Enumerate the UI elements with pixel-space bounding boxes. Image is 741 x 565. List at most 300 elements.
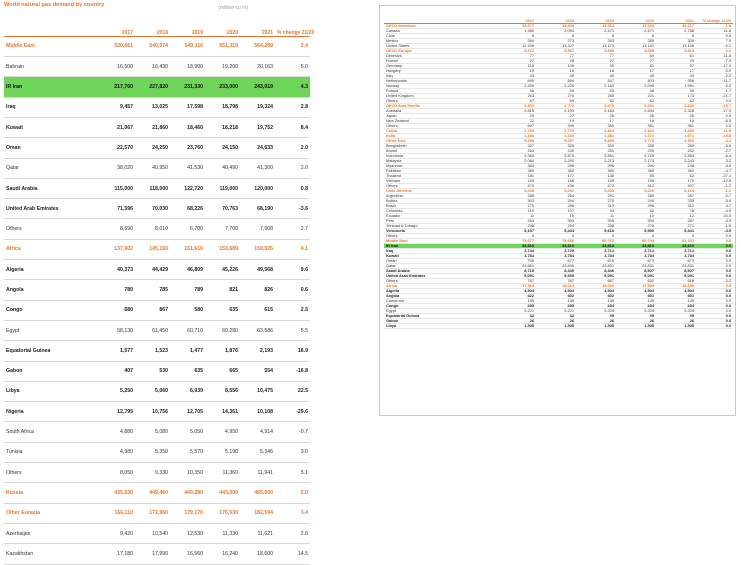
value-cell: 9,420 bbox=[100, 523, 135, 543]
value-cell: 785 bbox=[135, 280, 170, 300]
country-name: Kazakhstan bbox=[4, 544, 100, 564]
value-cell: 4.7 bbox=[696, 204, 733, 209]
value-cell: -6.4 bbox=[696, 154, 733, 159]
value-cell: 17,180 bbox=[100, 544, 135, 564]
country-name: Myanmar bbox=[384, 164, 496, 169]
value-cell: -4.6 bbox=[696, 164, 733, 169]
value-cell: 465,000 bbox=[240, 483, 275, 503]
value-cell: 0.0 bbox=[696, 249, 733, 254]
value-cell: 24,633 bbox=[240, 138, 275, 158]
value-cell: 22,570 bbox=[100, 138, 135, 158]
value-cell: 42 bbox=[496, 314, 536, 319]
value-cell: 3,744 bbox=[496, 249, 536, 254]
value-cell: 0.0 bbox=[696, 314, 733, 319]
value-cell: 5,350 bbox=[135, 442, 170, 462]
value-cell: 0.0 bbox=[696, 259, 733, 264]
country-name: Libya bbox=[384, 324, 496, 329]
country-name: Venezuela bbox=[384, 229, 496, 234]
header-col-6: % change 21/20 bbox=[696, 9, 733, 24]
value-cell: 23,831 bbox=[656, 264, 696, 269]
table-row bbox=[4, 523, 310, 543]
table-row bbox=[4, 199, 310, 219]
value-cell: 0.6 bbox=[275, 280, 310, 300]
value-cell: 632 bbox=[616, 279, 656, 284]
country-name: Thailand bbox=[384, 174, 496, 179]
value-cell: 3,714 bbox=[616, 249, 656, 254]
value-cell: 767 bbox=[536, 279, 576, 284]
table-row bbox=[4, 442, 310, 462]
value-cell: 135 bbox=[536, 299, 576, 304]
value-cell: 6 bbox=[616, 34, 656, 39]
value-cell: 62 bbox=[616, 99, 656, 104]
value-cell: 2,815 bbox=[496, 109, 536, 114]
value-cell: 17 bbox=[656, 69, 696, 74]
value-cell: 10,475 bbox=[240, 381, 275, 401]
value-cell: 9,457 bbox=[100, 97, 135, 117]
value-cell: 1,505 bbox=[536, 324, 576, 329]
value-cell: 422 bbox=[496, 294, 536, 299]
value-cell: 2,875 bbox=[536, 154, 576, 159]
value-cell: 7,700 bbox=[205, 219, 240, 239]
country-name: Qatar bbox=[384, 264, 496, 269]
value-cell: 0.0 bbox=[696, 244, 733, 249]
country-name: United Arab Emirates bbox=[4, 199, 100, 219]
value-cell: 1,381 bbox=[576, 134, 616, 139]
value-cell: 271 bbox=[656, 224, 696, 229]
value-cell: 4,504 bbox=[496, 289, 536, 294]
value-cell: 5,226 bbox=[616, 189, 656, 194]
value-cell: 22 bbox=[496, 119, 536, 124]
value-cell: 70,763 bbox=[205, 199, 240, 219]
value-cell: 301 bbox=[656, 294, 696, 299]
reserves-table bbox=[384, 9, 733, 329]
value-cell: 235 bbox=[656, 199, 696, 204]
table-row bbox=[4, 381, 310, 401]
value-cell: 4 bbox=[536, 234, 576, 239]
header-col-3: 2019 bbox=[170, 16, 205, 36]
value-cell: 46,809 bbox=[170, 260, 205, 280]
value-cell: 153,689 bbox=[205, 239, 240, 259]
value-cell: 0.0 bbox=[696, 264, 733, 269]
value-cell: 68,190 bbox=[240, 199, 275, 219]
value-cell: 363 bbox=[496, 164, 536, 169]
country-name: IR Iran bbox=[384, 244, 496, 249]
country-name: India bbox=[384, 134, 496, 139]
value-cell: 284 bbox=[616, 304, 656, 309]
value-cell: 62 bbox=[656, 174, 696, 179]
value-cell: -5.6 bbox=[696, 199, 733, 204]
value-cell: 60,710 bbox=[170, 320, 205, 340]
value-cell: 3.0 bbox=[275, 442, 310, 462]
value-cell: 2.6 bbox=[275, 523, 310, 543]
value-cell: 2,772 bbox=[536, 104, 576, 109]
value-cell: 18,066 bbox=[576, 284, 616, 289]
value-cell: 3.4 bbox=[275, 503, 310, 523]
value-cell: -17.3 bbox=[696, 64, 733, 69]
value-cell: 1,784 bbox=[536, 254, 576, 259]
value-cell: 27 bbox=[536, 114, 576, 119]
value-cell: 312 bbox=[656, 204, 696, 209]
value-cell: 1,340 bbox=[536, 134, 576, 139]
value-cell: 313 bbox=[576, 204, 616, 209]
value-cell: -4.3 bbox=[696, 219, 733, 224]
value-cell: 38,020 bbox=[100, 158, 135, 178]
value-cell: -21.7 bbox=[696, 94, 733, 99]
value-cell: 61,450 bbox=[135, 320, 170, 340]
country-name: New Zealand bbox=[384, 119, 496, 124]
value-cell: 5,297 bbox=[536, 139, 576, 144]
value-cell: 5,616 bbox=[576, 229, 616, 234]
value-cell: 0.0 bbox=[696, 299, 733, 304]
value-cell: 15,913 bbox=[576, 24, 616, 29]
value-cell: 284 bbox=[496, 39, 536, 44]
value-cell: -15.8 bbox=[696, 134, 733, 139]
value-cell: 115 bbox=[496, 64, 536, 69]
value-cell: 436 bbox=[536, 184, 576, 189]
value-cell: 249 bbox=[536, 149, 576, 154]
value-cell: 673 bbox=[616, 259, 656, 264]
value-cell: 177 bbox=[536, 174, 576, 179]
value-cell: 263 bbox=[496, 94, 536, 99]
table-row bbox=[4, 402, 310, 422]
value-cell: 106 bbox=[536, 64, 576, 69]
value-cell: 0.0 bbox=[696, 69, 733, 74]
value-cell: 5.5 bbox=[275, 320, 310, 340]
value-cell: 217,760 bbox=[100, 77, 135, 97]
value-cell: 5.0 bbox=[275, 483, 310, 503]
value-cell: 2,471 bbox=[576, 29, 616, 34]
value-cell: 6 bbox=[576, 34, 616, 39]
value-cell: 107 bbox=[536, 209, 576, 214]
value-cell: -17.9 bbox=[696, 109, 733, 114]
country-name: Vietnam bbox=[384, 179, 496, 184]
value-cell: 256 bbox=[536, 164, 576, 169]
value-cell: 0.0 bbox=[696, 274, 733, 279]
country-name: Algeria bbox=[384, 289, 496, 294]
value-cell: 697 bbox=[496, 124, 536, 129]
header-col-1: 2017 bbox=[496, 9, 536, 24]
header-col-5: 2021 bbox=[240, 16, 275, 36]
value-cell: 1,577 bbox=[100, 341, 135, 361]
value-cell: 227,820 bbox=[135, 77, 170, 97]
value-cell: 2,836 bbox=[656, 104, 696, 109]
value-cell: 285 bbox=[616, 144, 656, 149]
value-cell: 867 bbox=[135, 300, 170, 320]
value-cell: 285 bbox=[496, 194, 536, 199]
value-cell: 287 bbox=[656, 194, 696, 199]
country-name: Middle East bbox=[4, 36, 100, 56]
value-cell: 380 bbox=[496, 169, 536, 174]
value-cell: 1,876 bbox=[205, 341, 240, 361]
value-cell: 2.0 bbox=[275, 158, 310, 178]
value-cell: 5,689 bbox=[616, 49, 656, 54]
value-cell: 1,286 bbox=[496, 134, 536, 139]
country-name: Latin America bbox=[384, 189, 496, 194]
value-cell: 8,340 bbox=[536, 269, 576, 274]
value-cell: 249 bbox=[616, 199, 656, 204]
value-cell: 673 bbox=[656, 259, 696, 264]
value-cell: 680 bbox=[100, 300, 135, 320]
value-cell: 305 bbox=[656, 39, 696, 44]
value-cell: 390 bbox=[576, 169, 616, 174]
value-cell: 263 bbox=[496, 219, 536, 224]
value-cell: 18,900 bbox=[170, 57, 205, 77]
value-cell: 62 bbox=[576, 99, 616, 104]
country-name: Tunisia bbox=[4, 442, 100, 462]
value-cell: 68,226 bbox=[170, 199, 205, 219]
country-name: Kuwait bbox=[384, 254, 496, 259]
country-name: Russia bbox=[4, 483, 100, 503]
value-cell: 166,110 bbox=[100, 503, 135, 523]
value-cell: 29 bbox=[496, 114, 536, 119]
table-row bbox=[4, 77, 310, 97]
country-name: Egypt bbox=[4, 320, 100, 340]
value-cell: 4,880 bbox=[100, 422, 135, 442]
country-name: Egypt bbox=[384, 309, 496, 314]
country-name: Iraq bbox=[4, 97, 100, 117]
value-cell: 2,243 bbox=[656, 159, 696, 164]
value-cell: 4 bbox=[616, 234, 656, 239]
value-cell: 2,675 bbox=[576, 104, 616, 109]
value-cell: 2,193 bbox=[240, 341, 275, 361]
value-cell: 5,292 bbox=[536, 189, 576, 194]
value-cell: 2,758 bbox=[656, 29, 696, 34]
country-name: Angola bbox=[384, 294, 496, 299]
country-name: Others bbox=[4, 463, 100, 483]
value-cell: 28 bbox=[536, 59, 576, 64]
value-cell: 3.2 bbox=[696, 159, 733, 164]
value-cell: 412 bbox=[616, 184, 656, 189]
value-cell: 6 bbox=[496, 34, 536, 39]
value-cell: 4,504 bbox=[536, 289, 576, 294]
value-cell: 78 bbox=[656, 209, 696, 214]
value-cell: 19,324 bbox=[240, 97, 275, 117]
value-cell: 27 bbox=[616, 59, 656, 64]
value-cell: 301 bbox=[616, 294, 656, 299]
table-row bbox=[4, 138, 310, 158]
value-cell: 23,831 bbox=[616, 264, 656, 269]
country-name: Pakistan bbox=[384, 169, 496, 174]
table-row bbox=[4, 300, 310, 320]
value-cell: 18 bbox=[576, 69, 616, 74]
value-cell: 327 bbox=[496, 144, 536, 149]
value-cell: -2.2 bbox=[696, 279, 733, 284]
value-cell: 1,505 bbox=[656, 324, 696, 329]
country-name: Nigeria bbox=[4, 402, 100, 422]
value-cell: 547 bbox=[576, 79, 616, 84]
value-cell: 17 bbox=[616, 69, 656, 74]
value-cell: 24,250 bbox=[135, 138, 170, 158]
country-name: Bahrain bbox=[4, 57, 100, 77]
value-cell: 12,530 bbox=[170, 523, 205, 543]
country-name: Others bbox=[384, 124, 496, 129]
country-name: Bolivia bbox=[384, 199, 496, 204]
value-cell: -11.6 bbox=[696, 54, 733, 59]
value-cell: 5,590 bbox=[616, 229, 656, 234]
value-cell: 665 bbox=[205, 361, 240, 381]
country-name: Others bbox=[384, 99, 496, 104]
country-name: Japan bbox=[384, 114, 496, 119]
value-cell: 135 bbox=[656, 299, 696, 304]
value-cell: 10,540 bbox=[135, 523, 170, 543]
value-cell: 145,160 bbox=[135, 239, 170, 259]
value-cell: 80,794 bbox=[616, 239, 656, 244]
value-cell: 151,616 bbox=[170, 239, 205, 259]
value-cell: 120,000 bbox=[240, 178, 275, 198]
value-cell: 135 bbox=[616, 299, 656, 304]
value-cell: 2.5 bbox=[275, 300, 310, 320]
value-cell: 231,330 bbox=[170, 77, 205, 97]
value-cell: 7.0 bbox=[696, 39, 733, 44]
value-cell: 0.0 bbox=[696, 319, 733, 324]
demand-table-panel bbox=[4, 2, 315, 557]
value-cell: -0.7 bbox=[275, 422, 310, 442]
value-cell: 305 bbox=[536, 219, 576, 224]
value-cell: 77 bbox=[536, 54, 576, 59]
value-cell: 618 bbox=[656, 279, 696, 284]
value-cell: 5,028 bbox=[496, 189, 536, 194]
value-cell: 10 bbox=[536, 214, 576, 219]
value-cell: 4.3 bbox=[275, 77, 310, 97]
value-cell: 291 bbox=[576, 194, 616, 199]
value-cell: 298 bbox=[576, 164, 616, 169]
value-cell: 667 bbox=[576, 279, 616, 284]
value-cell: 40 bbox=[576, 74, 616, 79]
value-cell: 635 bbox=[205, 300, 240, 320]
value-cell: -29.6 bbox=[275, 402, 310, 422]
value-cell: -1.2 bbox=[696, 189, 733, 194]
country-name: IR Iran bbox=[4, 77, 100, 97]
value-cell: 8,690 bbox=[100, 219, 135, 239]
country-name: Libya bbox=[4, 381, 100, 401]
country-name: Norway bbox=[384, 84, 496, 89]
value-cell: 356 bbox=[656, 79, 696, 84]
value-cell: 3.9 bbox=[696, 284, 733, 289]
value-cell: -6.3 bbox=[696, 119, 733, 124]
country-name: Hungary bbox=[384, 69, 496, 74]
country-name: Peru bbox=[384, 219, 496, 224]
value-cell: 11,330 bbox=[205, 523, 240, 543]
value-cell: 13,173 bbox=[576, 44, 616, 49]
country-name: United Arab Emirates bbox=[384, 274, 496, 279]
value-cell: 93 bbox=[576, 209, 616, 214]
value-cell: 2,779 bbox=[536, 129, 576, 134]
country-name: Saudi Arabia bbox=[4, 178, 100, 198]
value-cell: 110 bbox=[496, 209, 536, 214]
value-cell: 260 bbox=[616, 164, 656, 169]
value-cell: 0.0 bbox=[696, 289, 733, 294]
value-cell: 2,922 bbox=[616, 129, 656, 134]
value-cell: 0.0 bbox=[696, 99, 733, 104]
value-cell: 4,980 bbox=[100, 442, 135, 462]
value-cell: 2,326 bbox=[496, 84, 536, 89]
value-cell: 2,094 bbox=[536, 29, 576, 34]
value-cell: 5,434 bbox=[536, 229, 576, 234]
value-cell: 1,505 bbox=[616, 324, 656, 329]
value-cell: 6,091 bbox=[656, 274, 696, 279]
value-cell: 362 bbox=[656, 169, 696, 174]
value-cell: 0.0 bbox=[696, 269, 733, 274]
value-cell: 298 bbox=[576, 224, 616, 229]
value-cell: 16,240 bbox=[205, 544, 240, 564]
value-cell: 1,523 bbox=[135, 341, 170, 361]
value-cell: 4 bbox=[656, 234, 696, 239]
value-cell: 2,963 bbox=[496, 154, 536, 159]
table-header-row bbox=[4, 16, 310, 36]
table-row bbox=[4, 544, 310, 564]
value-cell: 17,990 bbox=[135, 544, 170, 564]
country-name: United Kingdom bbox=[384, 94, 496, 99]
value-cell: 5,813 bbox=[656, 49, 696, 54]
value-cell: 13,427 bbox=[536, 44, 576, 49]
value-cell: 33,810 bbox=[496, 244, 536, 249]
value-cell: 16.9 bbox=[275, 341, 310, 361]
value-cell: 0.8 bbox=[275, 178, 310, 198]
value-cell: 82 bbox=[616, 209, 656, 214]
country-name: Australia bbox=[384, 109, 496, 114]
header-country bbox=[4, 16, 100, 36]
value-cell: 303 bbox=[496, 199, 536, 204]
value-cell: 159,926 bbox=[240, 239, 275, 259]
value-cell: 2,209 bbox=[576, 309, 616, 314]
value-cell: 16,430 bbox=[135, 57, 170, 77]
value-cell: 2.2 bbox=[696, 49, 733, 54]
value-cell: 10,756 bbox=[135, 402, 170, 422]
value-cell: 19 bbox=[496, 69, 536, 74]
value-cell: 17,598 bbox=[170, 97, 205, 117]
table-row bbox=[4, 361, 310, 381]
value-cell: 41,300 bbox=[240, 158, 275, 178]
value-cell: 115,000 bbox=[100, 178, 135, 198]
value-cell: 10,108 bbox=[240, 402, 275, 422]
value-cell: 137,902 bbox=[100, 239, 135, 259]
country-name: Others bbox=[384, 279, 496, 284]
value-cell: 71,596 bbox=[100, 199, 135, 219]
value-cell: 67 bbox=[496, 99, 536, 104]
value-cell: 49,568 bbox=[240, 260, 275, 280]
value-cell: 0.0 bbox=[696, 304, 733, 309]
value-cell: 285 bbox=[536, 304, 576, 309]
value-cell: 6 bbox=[656, 34, 696, 39]
value-cell: 12,408 bbox=[496, 44, 536, 49]
value-cell: -5.6 bbox=[696, 144, 733, 149]
value-cell: 221 bbox=[616, 94, 656, 99]
value-cell: -4.5 bbox=[696, 229, 733, 234]
value-cell: 276 bbox=[616, 224, 656, 229]
value-cell: 435,530 bbox=[100, 483, 135, 503]
value-cell: 243,019 bbox=[240, 77, 275, 97]
value-cell: 16,217 bbox=[656, 24, 696, 29]
value-cell: 4.1 bbox=[275, 239, 310, 259]
value-cell: 2,861 bbox=[576, 154, 616, 159]
value-cell: 16,560 bbox=[170, 544, 205, 564]
value-cell: 26 bbox=[576, 114, 616, 119]
value-cell: 1,505 bbox=[576, 324, 616, 329]
value-cell: 449,280 bbox=[170, 483, 205, 503]
value-cell: 2.8 bbox=[275, 97, 310, 117]
value-cell: 5,858 bbox=[576, 49, 616, 54]
value-cell: 3,714 bbox=[656, 249, 696, 254]
country-name: Mexico bbox=[384, 39, 496, 44]
value-cell: 135 bbox=[496, 299, 536, 304]
value-cell: 39 bbox=[576, 314, 616, 319]
value-cell: 2,963 bbox=[496, 104, 536, 109]
value-cell: 8,715 bbox=[496, 269, 536, 274]
value-cell: 5,939 bbox=[536, 274, 576, 279]
value-cell: 33,810 bbox=[576, 244, 616, 249]
value-cell: 18,460 bbox=[170, 117, 205, 137]
country-name: United States bbox=[384, 44, 496, 49]
